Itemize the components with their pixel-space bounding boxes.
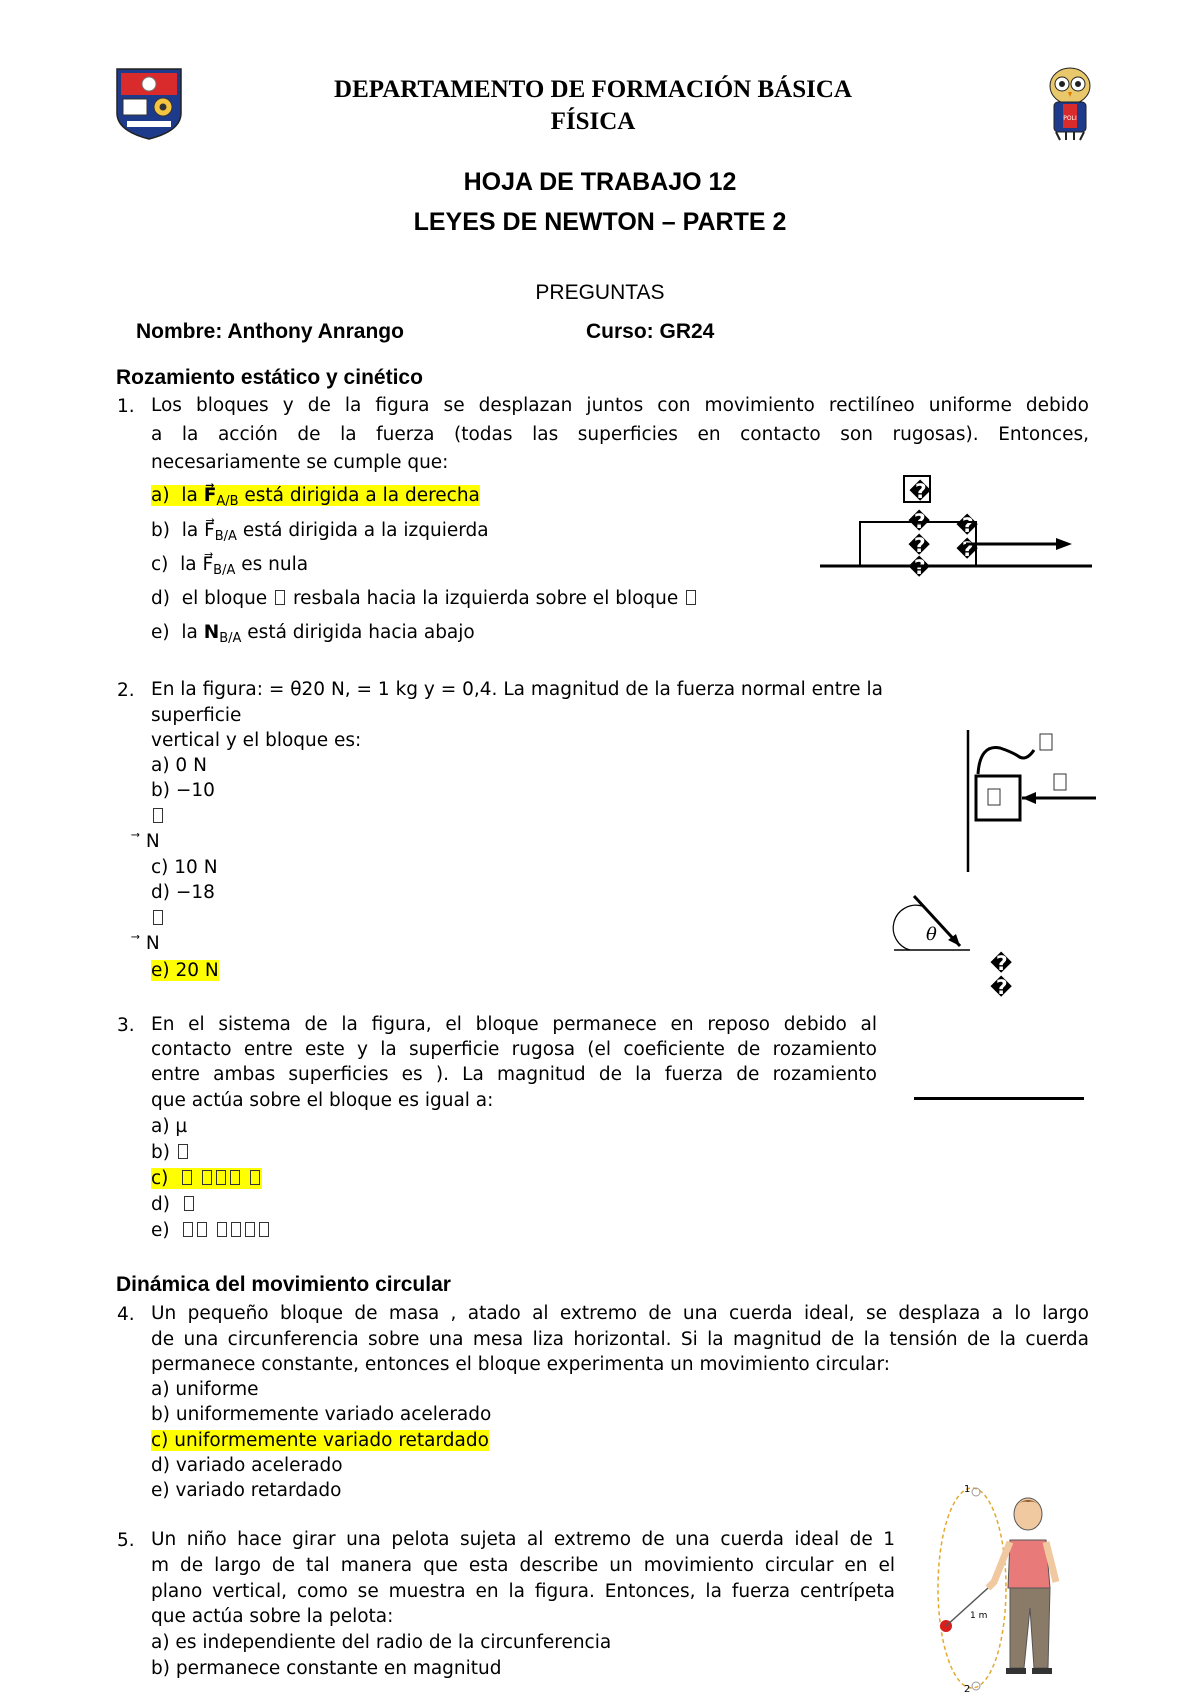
svg-text:2: 2 — [964, 1684, 971, 1695]
q3-line2: contacto entre este y la superficie rugosa (el coeficiente de rozamiento — [151, 1039, 877, 1060]
q2-option-d-fraction — [151, 906, 165, 931]
q1-line2: a la acción de la fuerza (todas las superficies en contacto son rugosas). Entonces, — [151, 424, 1089, 445]
q4-option-b[interactable]: b) uniformemente variado acelerado — [151, 1404, 492, 1425]
q2-line3: vertical y el bloque es: — [151, 730, 362, 751]
q5-line3: plano vertical, como se muestra en la figura. Entonces, la fuerza centrípeta — [151, 1581, 895, 1602]
section-friction-heading: Rozamiento estático y cinético — [116, 366, 423, 389]
q2-option-d-unit: ⃗ N — [140, 933, 160, 954]
student-name: Nombre: Anthony Anrango — [136, 320, 404, 343]
q1-option-d[interactable]: d) el bloque resbala hacia la izquierda sobre el bloque — [151, 586, 698, 611]
q5-option-a[interactable]: a) es independiente del radio de la circunferencia — [151, 1632, 612, 1653]
q4-line3: permanece constante, entonces el bloque experimenta un movimiento circular: — [151, 1354, 891, 1375]
svg-text:�: � — [990, 975, 1013, 999]
svg-text:�: � — [908, 509, 931, 533]
q3-line3: entre ambas superficies es ). La magnitud de la fuerza de rozamiento — [151, 1064, 877, 1085]
q2-option-b-fraction — [151, 804, 165, 829]
q4-option-e[interactable]: e) variado retardado — [151, 1480, 342, 1501]
q3-option-a[interactable]: a) µ — [151, 1116, 188, 1137]
q3-number: 3. — [117, 1015, 135, 1036]
q1-line1: Los bloques y de la figura se desplazan juntos con movimiento rectilíneo uniforme debido — [151, 395, 1089, 416]
department-name: DEPARTAMENTO DE FORMACIÓN BÁSICA — [334, 76, 852, 103]
svg-text:�: � — [990, 951, 1013, 975]
q2-wall-block-figure — [960, 726, 1100, 876]
q5-line1: Un niño hace girar una pelota sujeta al extremo de una cuerda ideal de 1 — [151, 1529, 895, 1550]
q5-line4: que actúa sobre la pelota: — [151, 1606, 394, 1627]
q3-option-e[interactable]: e) — [151, 1218, 271, 1243]
svg-text:�: � — [956, 513, 979, 537]
q3-line4: que actúa sobre el bloque es igual a: — [151, 1090, 494, 1111]
q1-line3: necesariamente se cumple que: — [151, 452, 449, 473]
q1-option-c[interactable]: c) la $F⃗_{B/A}$ es nula — [151, 554, 309, 578]
q2-line1: En la figura: = θ20 N, = 1 kg y = 0,4. La magnitud de la fuerza normal entre la — [151, 679, 883, 700]
q5-boy-ball-figure — [910, 1478, 1090, 1696]
q4-option-c[interactable]: c) uniformemente variado retardado — [151, 1430, 489, 1451]
q2-number: 2. — [117, 680, 135, 701]
q2-angle-figure — [890, 890, 1013, 1000]
svg-text:�: � — [908, 533, 931, 557]
svg-text:�: � — [956, 537, 979, 561]
q5-option-b[interactable]: b) permanece constante en magnitud — [151, 1658, 502, 1679]
q2-line2: superficie — [151, 705, 242, 726]
svg-text:1 m: 1 m — [970, 1611, 988, 1621]
department-header — [0, 74, 1200, 138]
section-circular-heading: Dinámica del movimiento circular — [116, 1273, 451, 1296]
q2-option-e[interactable]: e) 20 N — [151, 960, 219, 981]
subject-name: FÍSICA — [550, 108, 636, 135]
svg-text:1: 1 — [964, 1484, 971, 1495]
q5-number: 5. — [117, 1530, 135, 1551]
svg-text:�: � — [909, 479, 932, 503]
questions-label: PREGUNTAS — [535, 281, 665, 304]
q2-option-a[interactable]: a) 0 N — [151, 755, 207, 776]
q4-option-d[interactable]: d) variado acelerado — [151, 1455, 343, 1476]
q3-option-b[interactable]: b) — [151, 1140, 190, 1165]
q2-option-c[interactable]: c) 10 N — [151, 857, 218, 878]
q3-surface-line — [914, 1097, 1084, 1100]
q5-line2: m de largo de tal manera que esta describe un movimiento circular en el — [151, 1555, 895, 1576]
q1-option-b[interactable]: b) la $F⃗_{B/A}$ está dirigida a la izquierda — [151, 520, 489, 544]
q1-option-e[interactable]: e) la $N_{B/A}$ está dirigida hacia abajo — [151, 622, 475, 646]
worksheet-subtitle: LEYES DE NEWTON – PARTE 2 — [413, 208, 787, 236]
q3-option-c[interactable]: c) — [151, 1166, 262, 1191]
q1-number: 1. — [117, 396, 135, 417]
q4-line1: Un pequeño bloque de masa , atado al extremo de una cuerda ideal, se desplaza a lo largo — [151, 1303, 1089, 1324]
q2-option-b[interactable]: b) −10 — [151, 780, 215, 801]
q3-line1: En el sistema de la figura, el bloque permanece en reposo debido al — [151, 1014, 877, 1035]
q4-option-a[interactable]: a) uniforme — [151, 1379, 259, 1400]
q1-blocks-figure — [816, 470, 1096, 579]
q2-option-d[interactable]: d) −18 — [151, 882, 215, 903]
svg-text:θ: θ — [926, 924, 937, 945]
q1-option-a[interactable]: a) la $F⃗_{A/B}$ está dirigida a la derecha — [151, 485, 480, 509]
q4-number: 4. — [117, 1304, 135, 1325]
course-label: Curso: GR24 — [586, 320, 715, 343]
worksheet-title: HOJA DE TRABAJO 12 — [463, 168, 737, 196]
q2-option-b-unit: ⃗ N — [140, 831, 160, 852]
svg-text:�: � — [908, 555, 931, 579]
q4-line2: de una circunferencia sobre una mesa liza horizontal. Si la magnitud de la tensión de la cuerda — [151, 1329, 1089, 1350]
svg-text:POLI: POLI — [1063, 115, 1077, 122]
q3-option-d[interactable]: d) — [151, 1192, 196, 1217]
